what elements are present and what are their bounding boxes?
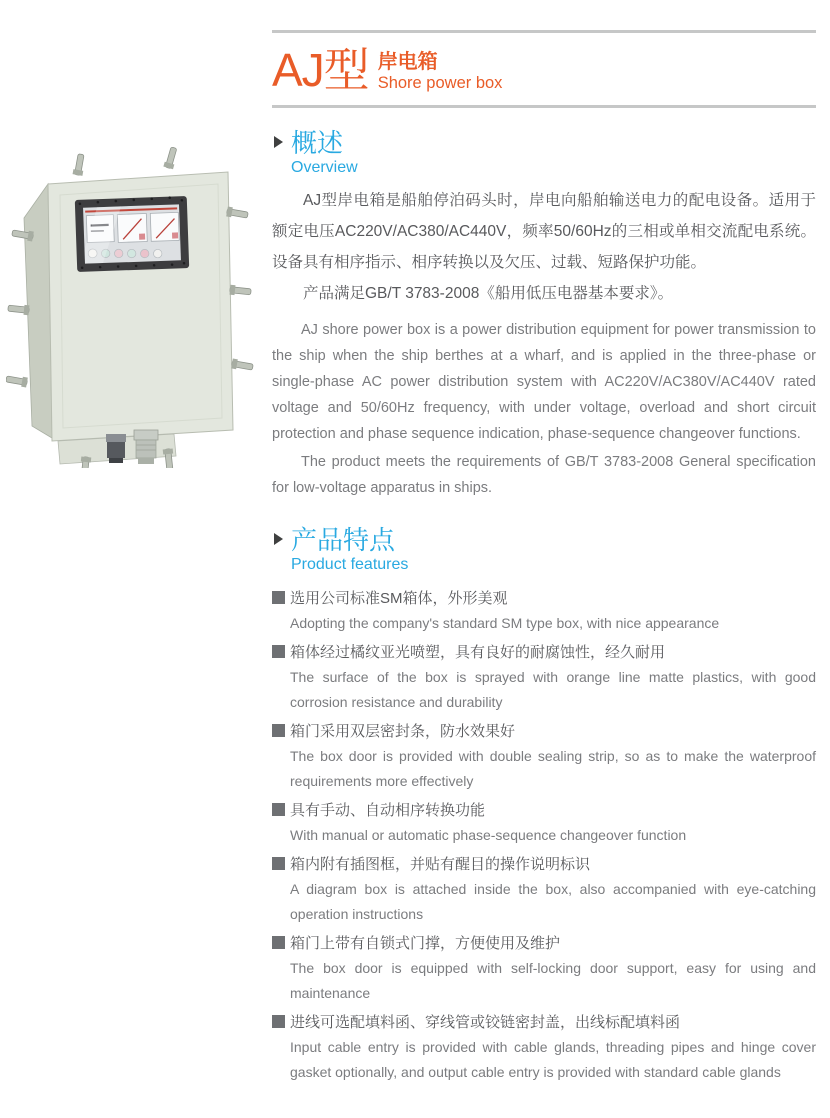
feature-en-text: Input cable entry is provided with cable glands, threading pipes and hinge cover gasket optionally, and output cable entry is provided with standard cable glands <box>290 1039 816 1080</box>
overview-paragraph-cn-2: 产品满足GB/T 3783-2008《船用低压电器基本要求》。 <box>303 285 674 302</box>
feature-cn-line <box>272 854 816 875</box>
feature-cn-text: 选用公司标准SM箱体，外形美观 <box>290 590 508 607</box>
bullet-square-icon <box>272 936 285 949</box>
feature-en-text: A diagram box is attached inside the box, also accompanied with eye-catching operation instructions <box>290 881 816 922</box>
feature-item <box>272 721 816 794</box>
metal-gland-collar <box>134 430 158 440</box>
feature-cn-line <box>272 1012 816 1033</box>
bullet-square-icon <box>272 591 285 604</box>
title-bottom-rule <box>272 105 816 108</box>
dark-gland-body <box>107 442 125 458</box>
feature-item <box>272 642 816 715</box>
features-section <box>272 525 816 1085</box>
feature-item <box>272 588 816 636</box>
shore-power-box-illustration <box>6 138 254 468</box>
feature-cn-line <box>272 800 816 821</box>
feature-cn-text: 箱门采用双层密封条，防水效果好 <box>290 723 516 740</box>
dark-gland-cap <box>109 458 123 463</box>
feature-item <box>272 854 816 927</box>
content-column <box>272 0 816 1085</box>
product-photo <box>6 138 254 468</box>
features-header <box>272 525 816 574</box>
feature-cn-line <box>272 721 816 742</box>
feature-item <box>272 800 816 848</box>
feature-cn-text: 进线可选配填料函、穿线管或铰链密封盖，出线标配填料函 <box>290 1014 681 1031</box>
meter-2-tag <box>139 234 145 240</box>
overview-title-en: Overview <box>291 159 358 176</box>
overview-paragraph-en-1: AJ shore power box is a power distribution equipment for power transmission to the ship when the ship berthes at a wharf, and is applied in the three-phase or single-phase AC power distribution system with AC220V/AC380V/AC440V rated voltage and 50/60Hz frequency, with under voltage, overload and short circuit protection and phase sequence indication, phase-sequence changeover functions. <box>272 322 816 442</box>
feature-cn-line <box>272 642 816 663</box>
bullet-square-icon <box>272 803 285 816</box>
product-title-block <box>272 33 816 105</box>
feature-list <box>272 588 816 1085</box>
overview-paragraph-en-2: The product meets the requirements of GB/T 3783-2008 General specification for low-voltage apparatus in ships. <box>272 454 816 496</box>
overview-section <box>272 128 816 501</box>
product-subtitle-cn: 岸电箱 <box>377 51 438 73</box>
bullet-square-icon <box>272 857 285 870</box>
product-subtitle-en: Shore power box <box>377 74 503 92</box>
product-subtitle <box>378 51 503 93</box>
feature-cn-text: 箱内附有插图框，并贴有醒目的操作说明标识 <box>290 856 591 873</box>
features-title-cn: 产品特点 <box>291 525 396 555</box>
section-arrow-icon <box>274 136 283 148</box>
overview-header <box>272 128 816 177</box>
features-title-en: Product features <box>291 556 409 573</box>
feature-cn-text: 具有手动、自动相序转换功能 <box>290 802 486 819</box>
feature-en-text: Adopting the company's standard SM type box, with nice appearance <box>290 615 720 631</box>
dark-gland-collar <box>106 434 126 442</box>
feature-item <box>272 933 816 1006</box>
feature-cn-line <box>272 933 816 954</box>
feature-en-text: The box door is equipped with self-locking door support, easy for using and maintenance <box>290 960 816 1001</box>
metal-gland-body <box>136 440 156 458</box>
feature-cn-line <box>272 588 816 609</box>
bullet-square-icon <box>272 645 285 658</box>
overview-title-cn: 概述 <box>291 128 344 158</box>
product-model: AJ型 <box>272 44 369 96</box>
meter-3-tag <box>172 232 178 238</box>
section-arrow-icon <box>274 533 283 545</box>
bullet-square-icon <box>272 724 285 737</box>
feature-cn-text: 箱体经过橘纹亚光喷塑，具有良好的耐腐蚀性，经久耐用 <box>290 644 666 661</box>
overview-paragraph-cn-1: AJ型岸电箱是船舶停泊码头时，岸电向船舶输送电力的配电设备。适用于额定电压AC220V/AC380/AC440V，频率50/60Hz的三相或单相交流配电系统。设备具有相序指示、相序转换以及欠压、过载、短路保护功能。 <box>272 192 816 271</box>
bullet-square-icon <box>272 1015 285 1028</box>
metal-gland-cap <box>138 458 154 464</box>
meter-window <box>75 196 189 272</box>
feature-cn-text: 箱门上带有自锁式门撑，方便使用及维护 <box>290 935 561 952</box>
feature-en-text: With manual or automatic phase-sequence changeover function <box>290 827 687 843</box>
feature-item <box>272 1012 816 1085</box>
feature-en-text: The box door is provided with double sealing strip, so as to make the waterproof requirements more effectively <box>290 748 816 789</box>
feature-en-text: The surface of the box is sprayed with orange line matte plastics, with good corrosion resistance and durability <box>290 669 816 710</box>
